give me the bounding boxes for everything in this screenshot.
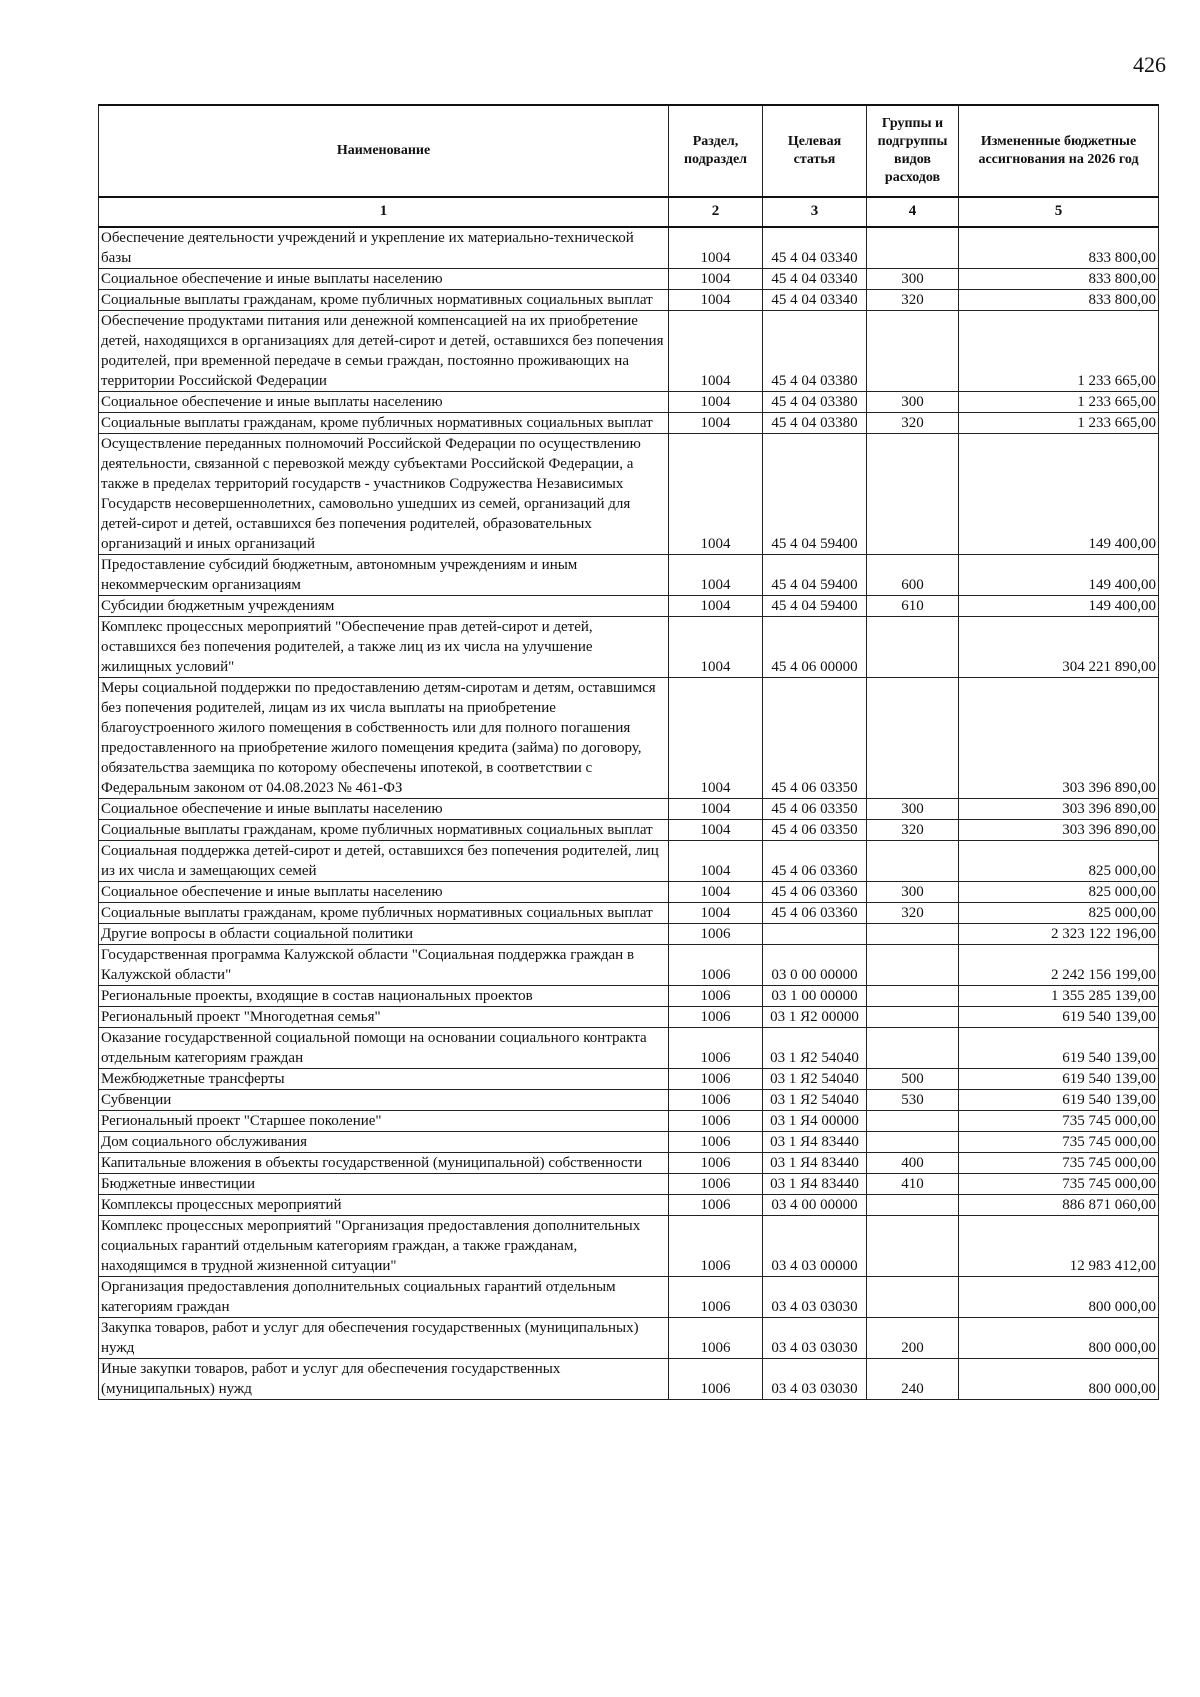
cell-group bbox=[867, 617, 959, 678]
cell-section: 1004 bbox=[669, 311, 763, 392]
cell-target: 45 4 06 03360 bbox=[763, 841, 867, 882]
cell-section: 1006 bbox=[669, 1174, 763, 1195]
cell-section: 1004 bbox=[669, 392, 763, 413]
column-number: 4 bbox=[867, 197, 959, 227]
table-row bbox=[99, 555, 1159, 596]
table-row bbox=[99, 1111, 1159, 1132]
cell-amount: 303 396 890,00 bbox=[959, 799, 1159, 820]
cell-name: Закупка товаров, работ и услуг для обеспечения государственных (муниципальных) нужд bbox=[99, 1318, 669, 1359]
cell-target: 45 4 06 03350 bbox=[763, 820, 867, 841]
cell-amount: 2 242 156 199,00 bbox=[959, 945, 1159, 986]
cell-name: Иные закупки товаров, работ и услуг для обеспечения государственных (муниципальных) нужд bbox=[99, 1359, 669, 1400]
cell-name: Субсидии бюджетным учреждениям bbox=[99, 596, 669, 617]
cell-section: 1006 bbox=[669, 1069, 763, 1090]
cell-target: 45 4 06 03350 bbox=[763, 799, 867, 820]
cell-target: 03 0 00 00000 bbox=[763, 945, 867, 986]
cell-target: 03 4 00 00000 bbox=[763, 1195, 867, 1216]
cell-group: 300 bbox=[867, 392, 959, 413]
cell-group bbox=[867, 986, 959, 1007]
cell-group bbox=[867, 678, 959, 799]
cell-name: Межбюджетные трансферты bbox=[99, 1069, 669, 1090]
cell-section: 1004 bbox=[669, 678, 763, 799]
cell-target: 45 4 04 59400 bbox=[763, 434, 867, 555]
cell-section: 1004 bbox=[669, 799, 763, 820]
cell-name: Дом социального обслуживания bbox=[99, 1132, 669, 1153]
cell-amount: 1 233 665,00 bbox=[959, 392, 1159, 413]
cell-name: Оказание государственной социальной помощи на основании социального контракта отдельным категориям граждан bbox=[99, 1028, 669, 1069]
table-row bbox=[99, 882, 1159, 903]
cell-section: 1004 bbox=[669, 882, 763, 903]
cell-target: 45 4 04 03340 bbox=[763, 290, 867, 311]
cell-group: 320 bbox=[867, 820, 959, 841]
cell-amount: 1 233 665,00 bbox=[959, 311, 1159, 392]
page-number: 426 bbox=[1133, 52, 1166, 77]
table-row bbox=[99, 434, 1159, 555]
column-number-row bbox=[99, 197, 1159, 227]
cell-name: Региональный проект "Старшее поколение" bbox=[99, 1111, 669, 1132]
cell-name: Государственная программа Калужской области "Социальная поддержка граждан в Калужской области" bbox=[99, 945, 669, 986]
cell-target: 45 4 04 03340 bbox=[763, 269, 867, 290]
cell-group bbox=[867, 1028, 959, 1069]
cell-amount: 12 983 412,00 bbox=[959, 1216, 1159, 1277]
cell-name: Социальное обеспечение и иные выплаты населению bbox=[99, 882, 669, 903]
cell-amount: 800 000,00 bbox=[959, 1277, 1159, 1318]
cell-name: Социальное обеспечение и иные выплаты населению bbox=[99, 269, 669, 290]
cell-target: 03 4 03 03030 bbox=[763, 1359, 867, 1400]
cell-section: 1006 bbox=[669, 1132, 763, 1153]
cell-amount: 833 800,00 bbox=[959, 269, 1159, 290]
cell-amount: 735 745 000,00 bbox=[959, 1111, 1159, 1132]
cell-amount: 1 355 285 139,00 bbox=[959, 986, 1159, 1007]
cell-group bbox=[867, 1132, 959, 1153]
cell-name: Меры социальной поддержки по предоставлению детям-сиротам и детям, оставшимся без попечения родителей, лицам из их числа выплаты на приобретение благоустроенного жилого помещения в собственность или для полного погашения предоставленного на приобретение жилого помещения кредита (займа) по договору, обязательства заемщика по которому обеспечены ипотекой, в соответствии с Федеральным законом от 04.08.2023 № 461-ФЗ bbox=[99, 678, 669, 799]
cell-amount: 833 800,00 bbox=[959, 290, 1159, 311]
cell-amount: 825 000,00 bbox=[959, 882, 1159, 903]
cell-amount: 825 000,00 bbox=[959, 841, 1159, 882]
cell-target: 03 4 03 03030 bbox=[763, 1318, 867, 1359]
table-row bbox=[99, 617, 1159, 678]
table-row bbox=[99, 1277, 1159, 1318]
cell-group bbox=[867, 1111, 959, 1132]
table-row bbox=[99, 903, 1159, 924]
header-section: Раздел, подраздел bbox=[669, 105, 763, 197]
cell-group: 600 bbox=[867, 555, 959, 596]
table-row bbox=[99, 986, 1159, 1007]
cell-name: Комплексы процессных мероприятий bbox=[99, 1195, 669, 1216]
table-row bbox=[99, 1069, 1159, 1090]
cell-amount: 149 400,00 bbox=[959, 596, 1159, 617]
table-row bbox=[99, 1132, 1159, 1153]
cell-target: 45 4 04 03380 bbox=[763, 311, 867, 392]
table-row bbox=[99, 1007, 1159, 1028]
cell-amount: 886 871 060,00 bbox=[959, 1195, 1159, 1216]
cell-section: 1004 bbox=[669, 290, 763, 311]
cell-section: 1006 bbox=[669, 1090, 763, 1111]
cell-amount: 149 400,00 bbox=[959, 434, 1159, 555]
cell-amount: 304 221 890,00 bbox=[959, 617, 1159, 678]
cell-amount: 619 540 139,00 bbox=[959, 1007, 1159, 1028]
cell-group: 320 bbox=[867, 290, 959, 311]
table-row bbox=[99, 799, 1159, 820]
table-row bbox=[99, 413, 1159, 434]
cell-target: 03 1 Я2 54040 bbox=[763, 1069, 867, 1090]
cell-group bbox=[867, 227, 959, 269]
cell-amount: 735 745 000,00 bbox=[959, 1153, 1159, 1174]
cell-target: 03 1 Я2 00000 bbox=[763, 1007, 867, 1028]
cell-target: 03 1 Я4 00000 bbox=[763, 1111, 867, 1132]
cell-target: 45 4 04 03340 bbox=[763, 227, 867, 269]
cell-target: 03 1 Я2 54040 bbox=[763, 1028, 867, 1069]
table-row bbox=[99, 1195, 1159, 1216]
table-row bbox=[99, 678, 1159, 799]
cell-section: 1004 bbox=[669, 617, 763, 678]
cell-target: 03 1 Я4 83440 bbox=[763, 1132, 867, 1153]
cell-group: 200 bbox=[867, 1318, 959, 1359]
table-row bbox=[99, 1153, 1159, 1174]
table-row bbox=[99, 269, 1159, 290]
cell-target: 45 4 04 03380 bbox=[763, 392, 867, 413]
cell-name: Социальные выплаты гражданам, кроме публичных нормативных социальных выплат bbox=[99, 290, 669, 311]
cell-name: Обеспечение продуктами питания или денежной компенсацией на их приобретение детей, находящихся в организациях для детей-сирот и детей, оставшихся без попечения родителей, при временной передаче в семьи граждан, постоянно проживающих на территории Российской Федерации bbox=[99, 311, 669, 392]
cell-amount: 303 396 890,00 bbox=[959, 678, 1159, 799]
cell-section: 1004 bbox=[669, 555, 763, 596]
cell-section: 1006 bbox=[669, 1359, 763, 1400]
cell-target: 03 4 03 00000 bbox=[763, 1216, 867, 1277]
cell-group bbox=[867, 841, 959, 882]
cell-amount: 800 000,00 bbox=[959, 1318, 1159, 1359]
cell-amount: 825 000,00 bbox=[959, 903, 1159, 924]
table-row bbox=[99, 841, 1159, 882]
cell-group: 400 bbox=[867, 1153, 959, 1174]
cell-name: Субвенции bbox=[99, 1090, 669, 1111]
cell-amount: 149 400,00 bbox=[959, 555, 1159, 596]
cell-name: Социальные выплаты гражданам, кроме публичных нормативных социальных выплат bbox=[99, 413, 669, 434]
cell-group: 320 bbox=[867, 903, 959, 924]
cell-section: 1006 bbox=[669, 1007, 763, 1028]
cell-target: 03 1 Я2 54040 bbox=[763, 1090, 867, 1111]
table-row bbox=[99, 596, 1159, 617]
cell-target: 03 1 00 00000 bbox=[763, 986, 867, 1007]
header-name: Наименование bbox=[99, 105, 669, 197]
cell-section: 1004 bbox=[669, 269, 763, 290]
cell-target bbox=[763, 924, 867, 945]
cell-name: Предоставление субсидий бюджетным, автономным учреждениям и иным некоммерческим организациям bbox=[99, 555, 669, 596]
table-header-row bbox=[99, 105, 1159, 197]
cell-target: 45 4 06 00000 bbox=[763, 617, 867, 678]
cell-amount: 303 396 890,00 bbox=[959, 820, 1159, 841]
cell-group: 530 bbox=[867, 1090, 959, 1111]
table-row bbox=[99, 311, 1159, 392]
cell-section: 1004 bbox=[669, 596, 763, 617]
header-group: Группы и подгруппы видов расходов bbox=[867, 105, 959, 197]
cell-target: 45 4 06 03350 bbox=[763, 678, 867, 799]
cell-name: Бюджетные инвестиции bbox=[99, 1174, 669, 1195]
table-row bbox=[99, 1359, 1159, 1400]
cell-amount: 735 745 000,00 bbox=[959, 1132, 1159, 1153]
cell-group: 320 bbox=[867, 413, 959, 434]
cell-name: Социальные выплаты гражданам, кроме публичных нормативных социальных выплат bbox=[99, 820, 669, 841]
cell-group bbox=[867, 924, 959, 945]
cell-target: 45 4 04 59400 bbox=[763, 596, 867, 617]
cell-name: Социальная поддержка детей-сирот и детей, оставшихся без попечения родителей, лиц из их числа и замещающих семей bbox=[99, 841, 669, 882]
cell-group bbox=[867, 945, 959, 986]
table-row bbox=[99, 1174, 1159, 1195]
cell-target: 45 4 06 03360 bbox=[763, 903, 867, 924]
cell-name: Капитальные вложения в объекты государственной (муниципальной) собственности bbox=[99, 1153, 669, 1174]
header-amount: Измененные бюджетные ассигнования на 2026 год bbox=[959, 105, 1159, 197]
table-row bbox=[99, 1090, 1159, 1111]
cell-amount: 2 323 122 196,00 bbox=[959, 924, 1159, 945]
table-row bbox=[99, 924, 1159, 945]
table-row bbox=[99, 1028, 1159, 1069]
cell-section: 1006 bbox=[669, 945, 763, 986]
cell-group: 300 bbox=[867, 269, 959, 290]
cell-section: 1006 bbox=[669, 1277, 763, 1318]
cell-group bbox=[867, 1216, 959, 1277]
cell-section: 1006 bbox=[669, 1216, 763, 1277]
cell-section: 1006 bbox=[669, 1028, 763, 1069]
cell-amount: 1 233 665,00 bbox=[959, 413, 1159, 434]
cell-group: 240 bbox=[867, 1359, 959, 1400]
cell-amount: 833 800,00 bbox=[959, 227, 1159, 269]
cell-name: Социальные выплаты гражданам, кроме публичных нормативных социальных выплат bbox=[99, 903, 669, 924]
cell-name: Комплекс процессных мероприятий "Организация предоставления дополнительных социальных гарантий отдельным категориям граждан, а также гражданам, находящимся в трудной жизненной ситуации" bbox=[99, 1216, 669, 1277]
cell-group: 300 bbox=[867, 799, 959, 820]
cell-name: Комплекс процессных мероприятий "Обеспечение прав детей-сирот и детей, оставшихся без попечения родителей, а также лиц из их числа на улучшение жилищных условий" bbox=[99, 617, 669, 678]
table-row bbox=[99, 945, 1159, 986]
cell-amount: 619 540 139,00 bbox=[959, 1090, 1159, 1111]
cell-section: 1004 bbox=[669, 227, 763, 269]
cell-name: Обеспечение деятельности учреждений и укрепление их материально-технической базы bbox=[99, 227, 669, 269]
column-number: 2 bbox=[669, 197, 763, 227]
cell-name: Социальное обеспечение и иные выплаты населению bbox=[99, 392, 669, 413]
cell-section: 1004 bbox=[669, 413, 763, 434]
table-row bbox=[99, 392, 1159, 413]
cell-amount: 735 745 000,00 bbox=[959, 1174, 1159, 1195]
budget-table bbox=[98, 104, 1159, 1400]
cell-group: 300 bbox=[867, 882, 959, 903]
cell-amount: 800 000,00 bbox=[959, 1359, 1159, 1400]
column-number: 1 bbox=[99, 197, 669, 227]
cell-section: 1004 bbox=[669, 903, 763, 924]
table-row bbox=[99, 1318, 1159, 1359]
cell-target: 03 1 Я4 83440 bbox=[763, 1153, 867, 1174]
cell-name: Другие вопросы в области социальной политики bbox=[99, 924, 669, 945]
cell-name: Осуществление переданных полномочий Российской Федерации по осуществлению деятельности, связанной с перевозкой между субъектами Российской Федерации, а также в пределах территорий государств - участников Содружества Независимых Государств несовершеннолетних, самовольно ушедших из семей, организаций для детей-сирот и детей, оставшихся без попечения родителей, образовательных организаций и иных организаций bbox=[99, 434, 669, 555]
cell-group bbox=[867, 311, 959, 392]
cell-target: 45 4 04 59400 bbox=[763, 555, 867, 596]
cell-group bbox=[867, 1195, 959, 1216]
cell-target: 45 4 04 03380 bbox=[763, 413, 867, 434]
cell-section: 1004 bbox=[669, 820, 763, 841]
cell-group: 500 bbox=[867, 1069, 959, 1090]
cell-amount: 619 540 139,00 bbox=[959, 1069, 1159, 1090]
table-row bbox=[99, 227, 1159, 269]
cell-section: 1004 bbox=[669, 841, 763, 882]
cell-name: Региональный проект "Многодетная семья" bbox=[99, 1007, 669, 1028]
cell-target: 03 4 03 03030 bbox=[763, 1277, 867, 1318]
column-number: 5 bbox=[959, 197, 1159, 227]
cell-name: Социальное обеспечение и иные выплаты населению bbox=[99, 799, 669, 820]
cell-target: 03 1 Я4 83440 bbox=[763, 1174, 867, 1195]
cell-group bbox=[867, 1277, 959, 1318]
cell-section: 1006 bbox=[669, 924, 763, 945]
cell-group: 610 bbox=[867, 596, 959, 617]
cell-group bbox=[867, 1007, 959, 1028]
cell-target: 45 4 06 03360 bbox=[763, 882, 867, 903]
cell-section: 1006 bbox=[669, 1153, 763, 1174]
table-row bbox=[99, 1216, 1159, 1277]
cell-amount: 619 540 139,00 bbox=[959, 1028, 1159, 1069]
cell-name: Организация предоставления дополнительных социальных гарантий отдельным категориям граждан bbox=[99, 1277, 669, 1318]
header-target: Целевая статья bbox=[763, 105, 867, 197]
cell-group bbox=[867, 434, 959, 555]
cell-section: 1006 bbox=[669, 1111, 763, 1132]
cell-group: 410 bbox=[867, 1174, 959, 1195]
cell-name: Региональные проекты, входящие в состав национальных проектов bbox=[99, 986, 669, 1007]
cell-section: 1004 bbox=[669, 434, 763, 555]
column-number: 3 bbox=[763, 197, 867, 227]
cell-section: 1006 bbox=[669, 1318, 763, 1359]
table-row bbox=[99, 290, 1159, 311]
table-row bbox=[99, 820, 1159, 841]
cell-section: 1006 bbox=[669, 1195, 763, 1216]
table-body bbox=[99, 227, 1159, 1400]
cell-section: 1006 bbox=[669, 986, 763, 1007]
